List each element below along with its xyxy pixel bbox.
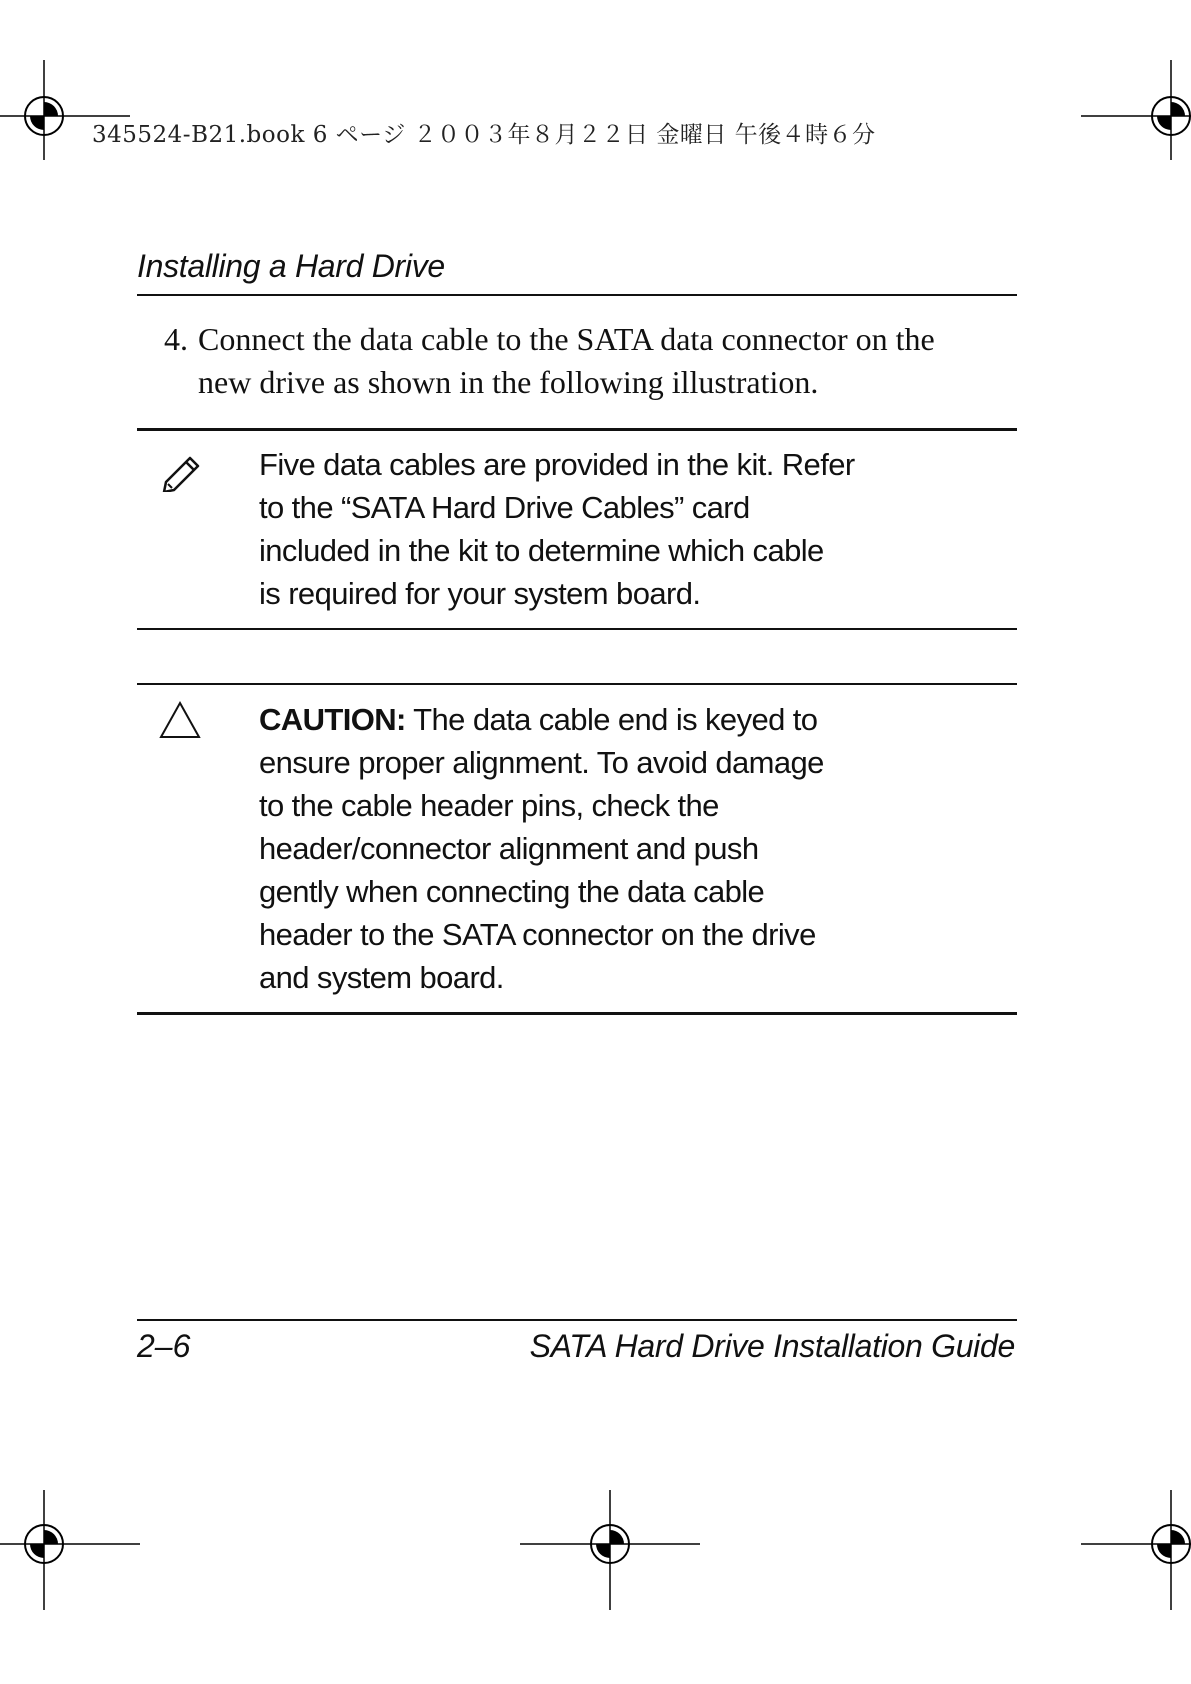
footer-guide-title: SATA Hard Drive Installation Guide bbox=[529, 1328, 1015, 1364]
note-line: Five data cables are provided in the kit. Refer bbox=[259, 447, 855, 482]
caution-line: header to the SATA connector on the drive bbox=[259, 917, 816, 952]
print-slug: 345524-B21.book 6 ページ ２００３年８月２２日 金曜日 午後４時６分 bbox=[92, 122, 876, 148]
step-number: 4. bbox=[164, 321, 188, 357]
step-text-line-1: Connect the data cable to the SATA data connector on the bbox=[198, 321, 935, 357]
registration-mark-bottom-left bbox=[0, 1490, 140, 1610]
caution-line: gently when connecting the data cable bbox=[259, 874, 765, 909]
note-bottom-rule bbox=[137, 628, 1017, 630]
step-item bbox=[164, 318, 1044, 404]
caution-bottom-rule bbox=[137, 1012, 1017, 1015]
registration-mark-bottom-center bbox=[520, 1490, 700, 1610]
footer-rule bbox=[137, 1319, 1017, 1321]
note-text bbox=[259, 443, 939, 615]
caution-line: header/connector alignment and push bbox=[259, 831, 759, 866]
caution-line: to the cable header pins, check the bbox=[259, 788, 719, 823]
step-text-line-2: new drive as shown in the following illustration. bbox=[198, 364, 819, 400]
pencil-icon bbox=[160, 452, 206, 492]
header-rule bbox=[137, 294, 1017, 296]
page-number: 2–6 bbox=[137, 1328, 191, 1364]
caution-line: and system board. bbox=[259, 960, 504, 995]
registration-mark-top-right bbox=[1081, 60, 1191, 160]
note-top-rule bbox=[137, 428, 1017, 431]
caution-triangle-icon bbox=[158, 700, 202, 740]
step-line-1 bbox=[164, 318, 1044, 361]
caution-line: ensure proper alignment. To avoid damage bbox=[259, 745, 824, 780]
caution-label: CAUTION: bbox=[259, 702, 406, 737]
running-head: Installing a Hard Drive bbox=[137, 248, 445, 284]
note-line: included in the kit to determine which cable bbox=[259, 533, 824, 568]
registration-mark-bottom-right bbox=[1081, 1490, 1191, 1610]
caution-text bbox=[259, 698, 939, 999]
caution-line-1 bbox=[259, 698, 939, 741]
caution-line-1-rest: The data cable end is keyed to bbox=[405, 702, 818, 737]
note-line: is required for your system board. bbox=[259, 576, 701, 611]
caution-top-rule bbox=[137, 683, 1017, 685]
note-line: to the “SATA Hard Drive Cables” card bbox=[259, 490, 750, 525]
